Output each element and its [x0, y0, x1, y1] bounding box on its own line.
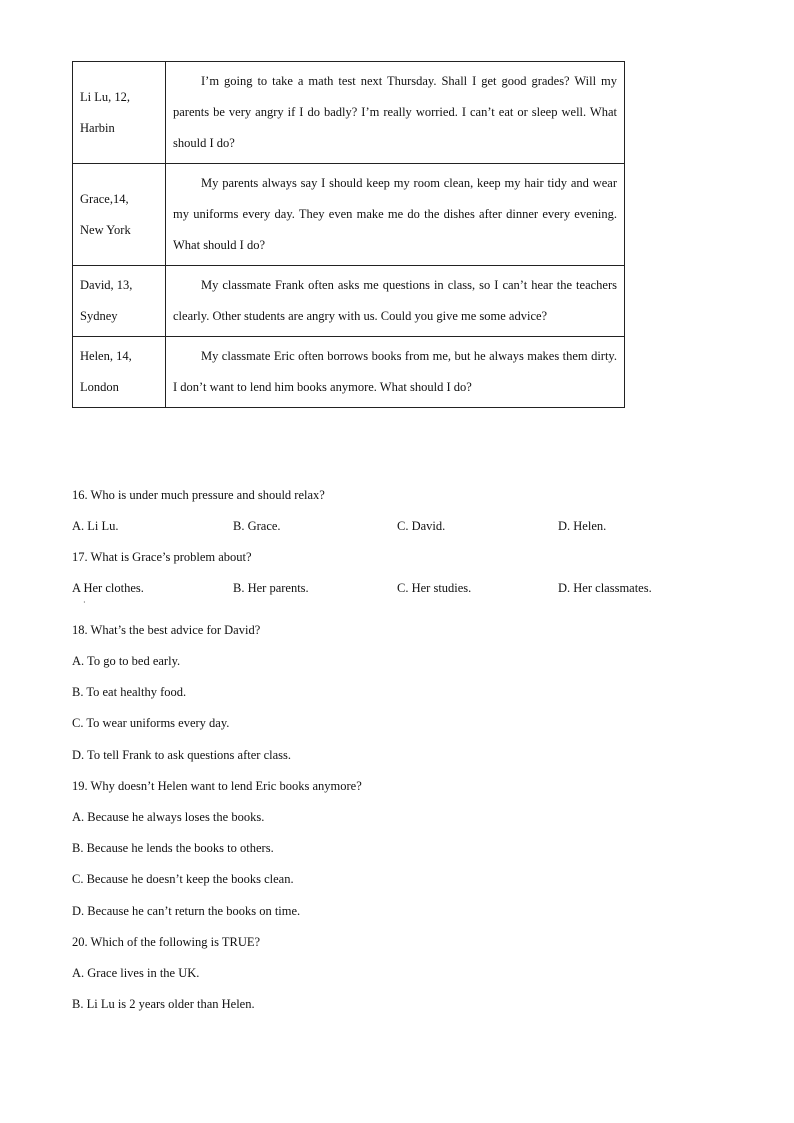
table-row [73, 337, 625, 408]
question-20: 20. Which of the following is TRUE? [72, 935, 261, 949]
q17-option-c[interactable]: C. Her studies. [397, 581, 472, 595]
table-row [73, 164, 625, 266]
q17-option-a[interactable]: A Her clothes. [72, 581, 144, 595]
writer-city: Harbin [80, 120, 115, 135]
punctuation-dot: · [83, 598, 86, 607]
q16-option-c[interactable]: C. David. [397, 519, 446, 533]
question-16: 16. Who is under much pressure and should relax? [72, 488, 325, 502]
q18-option-b[interactable]: B. To eat healthy food. [72, 685, 187, 699]
letter-text: I’m going to take a math test next Thursday. Shall I get good grades? Will my parents be very angry if I do badly? I’m really worried. I can’t eat or sleep well. What should I do? [166, 62, 625, 164]
writer-cell [73, 62, 166, 164]
writer-city: New York [80, 222, 131, 237]
writer-name-age: Grace,14, [80, 191, 129, 206]
writer-name-age: Li Lu, 12, [80, 89, 130, 104]
writer-city: London [80, 380, 119, 394]
writer-city: Sydney [80, 309, 118, 323]
q19-option-c[interactable]: C. Because he doesn’t keep the books clean. [72, 872, 294, 886]
letters-table [72, 61, 625, 408]
writer-cell [73, 266, 166, 337]
table-row [73, 62, 625, 164]
q19-option-a[interactable]: A. Because he always loses the books. [72, 810, 265, 824]
q16-option-a[interactable]: A. Li Lu. [72, 519, 119, 533]
q19-option-b[interactable]: B. Because he lends the books to others. [72, 841, 274, 855]
q16-option-d[interactable]: D. Helen. [558, 519, 607, 533]
writer-name-age: David, 13, [80, 278, 133, 292]
letter-text: My classmate Eric often borrows books from me, but he always makes them dirty. I don’t want to lend him books anymore. What should I do? [166, 337, 625, 408]
q18-option-a[interactable]: A. To go to bed early. [72, 654, 181, 668]
question-19: 19. Why doesn’t Helen want to lend Eric books anymore? [72, 779, 362, 793]
q16-option-b[interactable]: B. Grace. [233, 519, 281, 533]
q18-option-c[interactable]: C. To wear uniforms every day. [72, 716, 230, 730]
writer-cell [73, 164, 166, 266]
q20-option-a[interactable]: A. Grace lives in the UK. [72, 966, 200, 980]
question-17: 17. What is Grace’s problem about? [72, 550, 252, 564]
q19-option-d[interactable]: D. Because he can’t return the books on time. [72, 904, 301, 918]
question-18: 18. What’s the best advice for David? [72, 623, 261, 637]
writer-name-age: Helen, 14, [80, 349, 132, 363]
table-row [73, 266, 625, 337]
writer-cell [73, 337, 166, 408]
q17-option-b[interactable]: B. Her parents. [233, 581, 309, 595]
q18-option-d[interactable]: D. To tell Frank to ask questions after class. [72, 748, 291, 762]
q17-option-d[interactable]: D. Her classmates. [558, 581, 652, 595]
letter-text: My classmate Frank often asks me questions in class, so I can’t hear the teachers clearly. Other students are angry with us. Could you give me some advice? [166, 266, 625, 337]
q20-option-b[interactable]: B. Li Lu is 2 years older than Helen. [72, 997, 255, 1011]
letter-text: My parents always say I should keep my room clean, keep my hair tidy and wear my uniforms every day. They even make me do the dishes after dinner every evening. What should I do? [166, 164, 625, 266]
